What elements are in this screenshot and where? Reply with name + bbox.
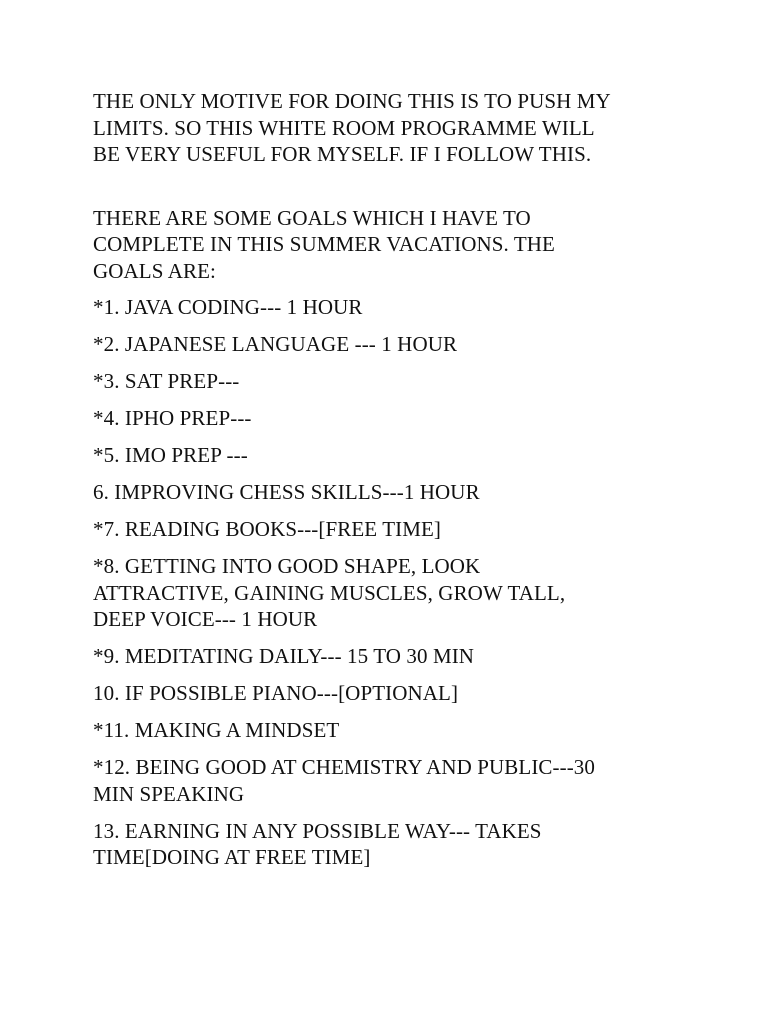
goal-item-2: *2. JAPANESE LANGUAGE --- 1 HOUR xyxy=(93,332,458,356)
goal-item-11: *11. MAKING A MINDSET xyxy=(93,718,340,742)
goal-item-3: *3. SAT PREP--- xyxy=(93,369,240,393)
goal-item-1: *1. JAVA CODING--- 1 HOUR xyxy=(93,295,363,319)
goal-item-8: *8. GETTING INTO GOOD SHAPE, LOOK ATTRACTIVE, GAINING MUSCLES, GROW TALL, DEEP VOICE--- 1 HOUR xyxy=(93,554,566,631)
goals-intro-paragraph: THERE ARE SOME GOALS WHICH I HAVE TO COMPLETE IN THIS SUMMER VACATIONS. THE GOALS ARE: xyxy=(93,205,555,283)
goal-item-4: *4. IPHO PREP--- xyxy=(93,406,252,430)
intro-paragraph: THE ONLY MOTIVE FOR DOING THIS IS TO PUSH MY LIMITS. SO THIS WHITE ROOM PROGRAMME WILL BE VERY USEFUL FOR MYSELF. IF I FOLLOW THIS. xyxy=(93,89,611,166)
goal-item-5: *5. IMO PREP --- xyxy=(93,443,248,467)
goal-item-9: *9. MEDITATING DAILY--- 15 TO 30 MIN xyxy=(93,644,475,668)
goal-item-7: *7. READING BOOKS---[FREE TIME] xyxy=(93,517,442,541)
goal-item-13: 13. EARNING IN ANY POSSIBLE WAY--- TAKES TIME[DOING AT FREE TIME] xyxy=(93,818,542,869)
goal-item-6: 6. IMPROVING CHESS SKILLS---1 HOUR xyxy=(93,480,480,504)
document-page xyxy=(93,88,683,881)
goal-item-12: *12. BEING GOOD AT CHEMISTRY AND PUBLIC---30 MIN SPEAKING xyxy=(93,755,596,806)
goal-item-10: 10. IF POSSIBLE PIANO---[OPTIONAL] xyxy=(93,681,459,705)
goals-list xyxy=(93,294,683,871)
